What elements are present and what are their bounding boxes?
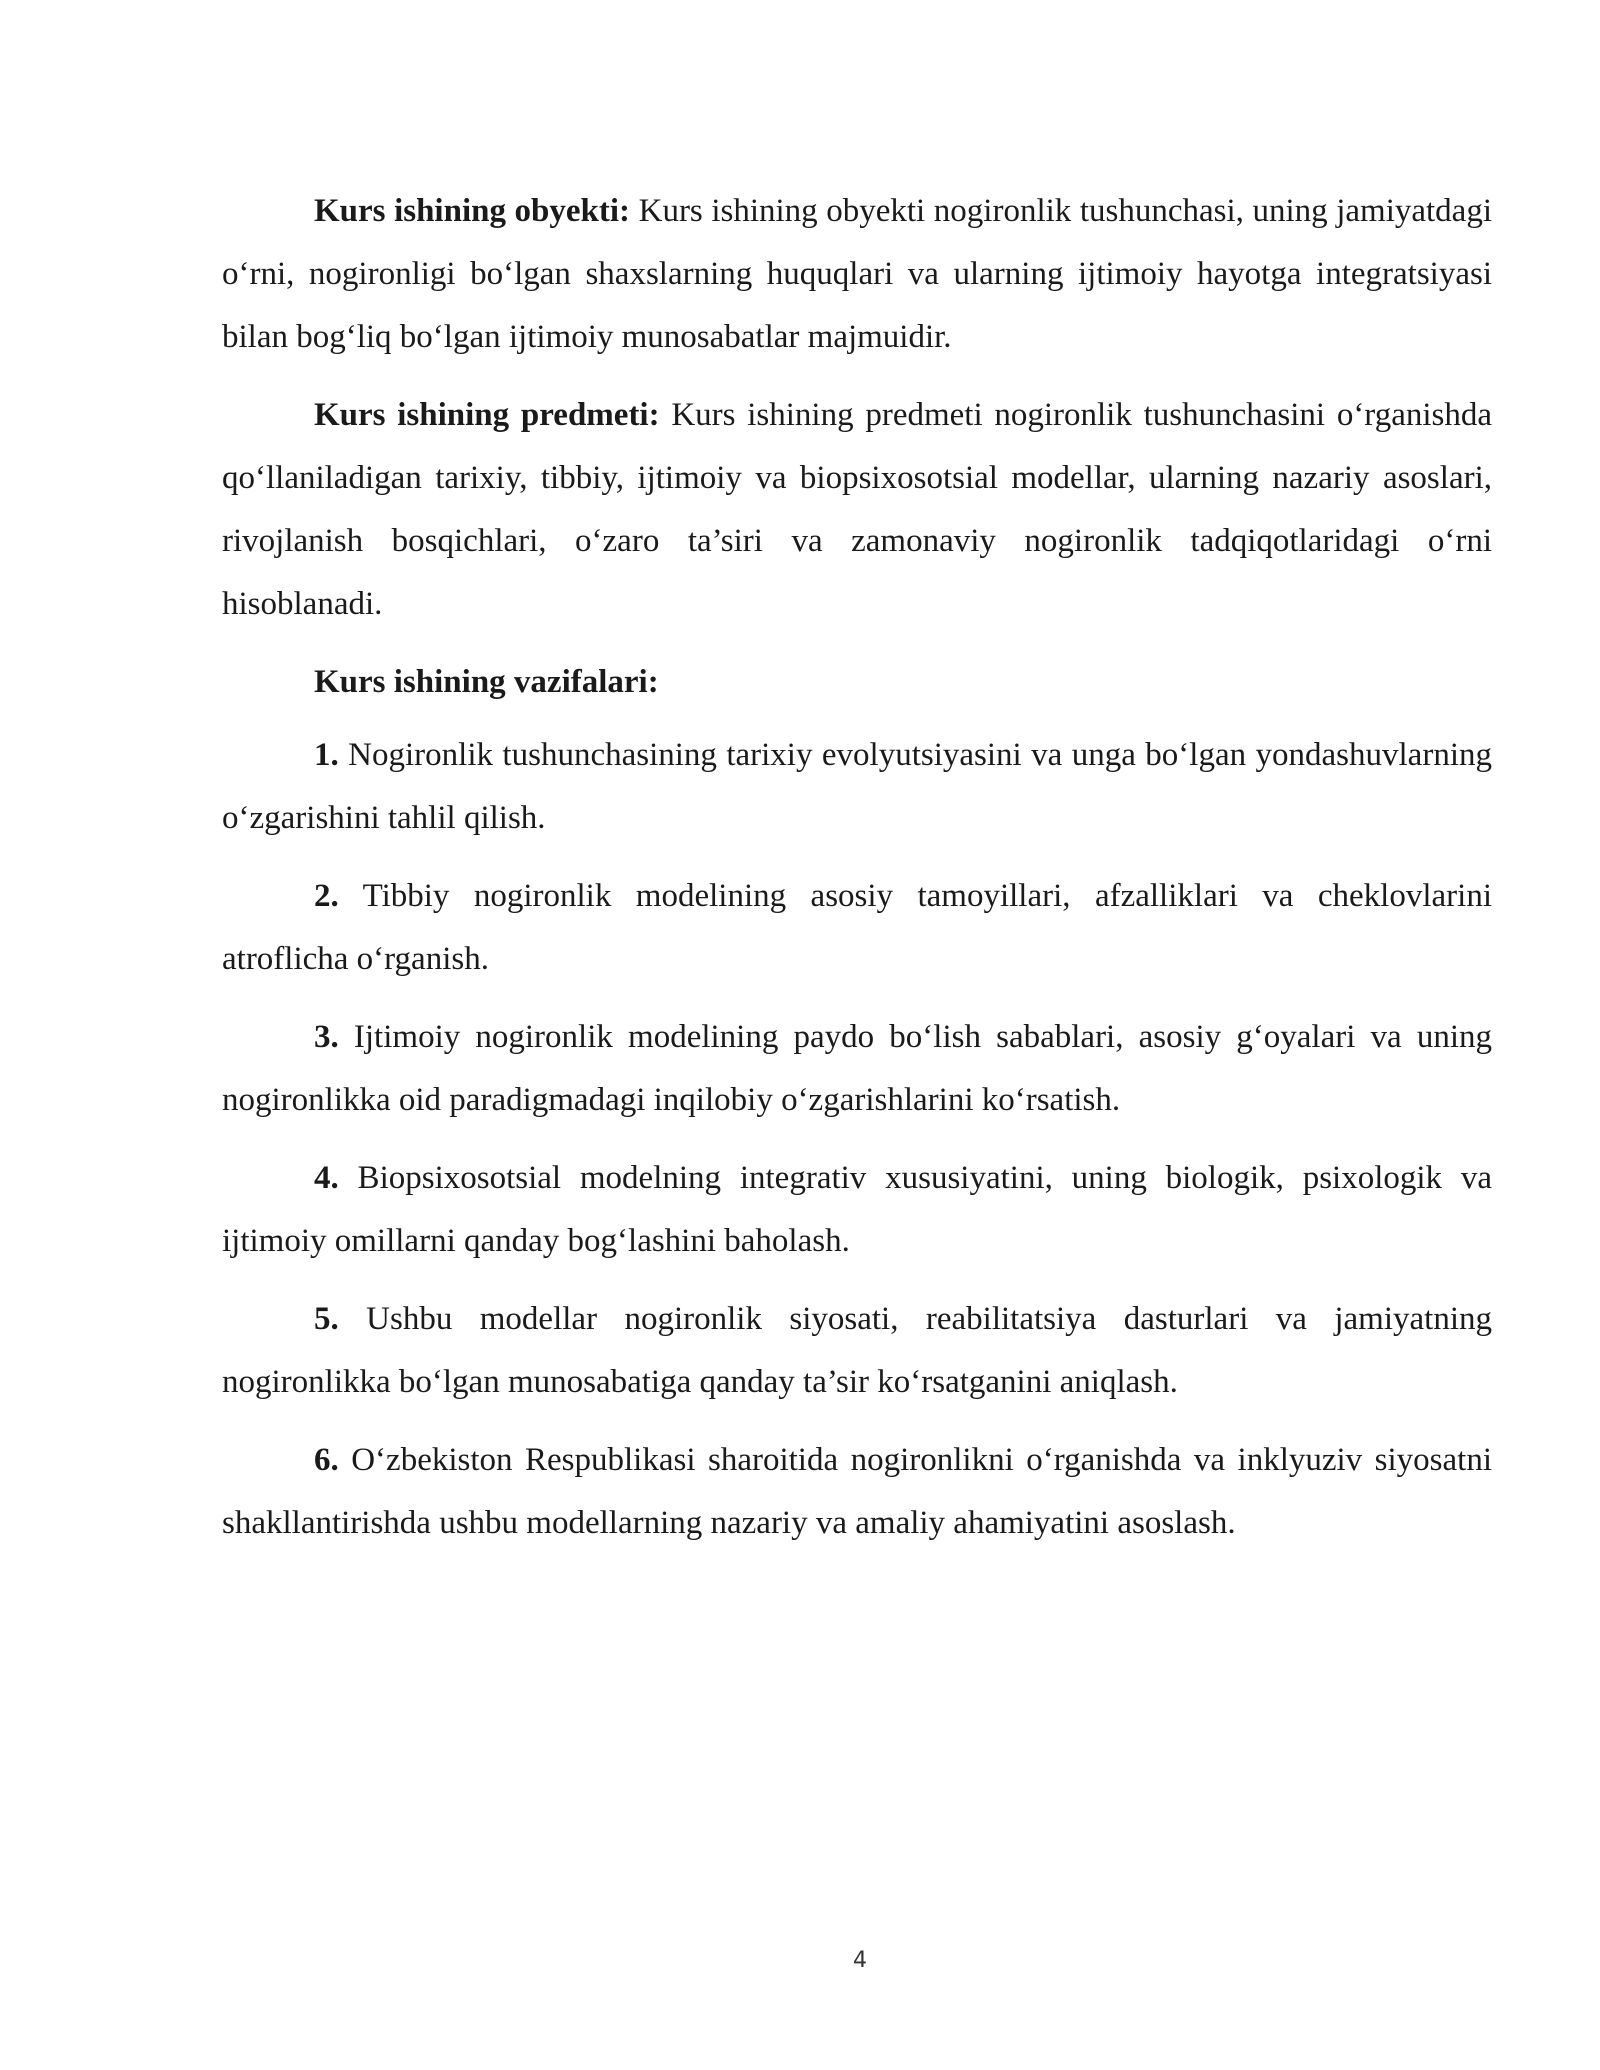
- object-text: Kurs ishining obyekti nogironlik tushunchasi, uning jamiyatdagi o‘rni, nogironligi bo‘lgan shaxslarning huquqlari va ularning ijtimoiy hayotga integratsiyasi bilan bog‘liq bo‘lgan ijtimoiy munosabatlar majmuidir.: [222, 193, 1492, 355]
- page-number: 4: [853, 1948, 867, 1973]
- tasks-heading: Kurs ishining vazifalari:: [314, 664, 659, 700]
- task-text: Ijtimoiy nogironlik modelining paydo bo‘lish sabablari, asosiy g‘oyalari va uning nogironlikka oid paradigmadagi inqilobiy o‘zgarishlarini ko‘rsatish.: [222, 1019, 1492, 1118]
- tasks-heading-paragraph: [222, 651, 1492, 714]
- subject-text: Kurs ishining predmeti nogironlik tushunchasini o‘rganishda qo‘llaniladigan tarixiy, tibbiy, ijtimoiy va biopsixosotsial modellar, ularning nazariy asoslari, rivojlanish bosqichlari, o‘zaro ta’siri va zamonaviy nogironlik tadqiqotlaridagi o‘rni hisoblanadi.: [222, 397, 1492, 622]
- task-number: 6.: [314, 1442, 339, 1478]
- task-item-3: [222, 1006, 1492, 1132]
- task-number: 4.: [314, 1160, 339, 1196]
- task-item-5: [222, 1288, 1492, 1414]
- task-item-4: [222, 1147, 1492, 1273]
- subject-paragraph: [222, 384, 1492, 636]
- task-text: O‘zbekiston Respublikasi sharoitida nogironlikni o‘rganishda va inklyuziv siyosatni shakllantirishda ushbu modellarning nazariy va amaliy ahamiyatini asoslash.: [222, 1442, 1492, 1541]
- task-text: Biopsixosotsial modelning integrativ xususiyatini, uning biologik, psixologik va ijtimoiy omillarni qanday bog‘lashini baholash.: [222, 1160, 1492, 1259]
- task-number: 5.: [314, 1301, 339, 1337]
- object-label: Kurs ishining obyekti:: [314, 193, 631, 229]
- object-paragraph: [222, 180, 1492, 369]
- task-text: Tibbiy nogironlik modelining asosiy tamoyillari, afzalliklari va cheklovlarini atroflicha o‘rganish.: [222, 878, 1492, 977]
- task-text: Ushbu modellar nogironlik siyosati, reabilitatsiya dasturlari va jamiyatning nogironlikka bo‘lgan munosabatiga qanday ta’sir ko‘rsatganini aniqlash.: [222, 1301, 1492, 1400]
- task-item-2: [222, 865, 1492, 991]
- task-text: Nogironlik tushunchasining tarixiy evolyutsiyasini va unga bo‘lgan yondashuvlarning o‘zgarishini tahlil qilish.: [222, 737, 1492, 836]
- subject-label: Kurs ishining predmeti:: [314, 397, 660, 433]
- task-number: 2.: [314, 878, 339, 914]
- task-number: 3.: [314, 1019, 339, 1055]
- task-item-1: [222, 724, 1492, 850]
- page-body: [222, 180, 1492, 1570]
- task-item-6: [222, 1429, 1492, 1555]
- task-number: 1.: [314, 737, 339, 773]
